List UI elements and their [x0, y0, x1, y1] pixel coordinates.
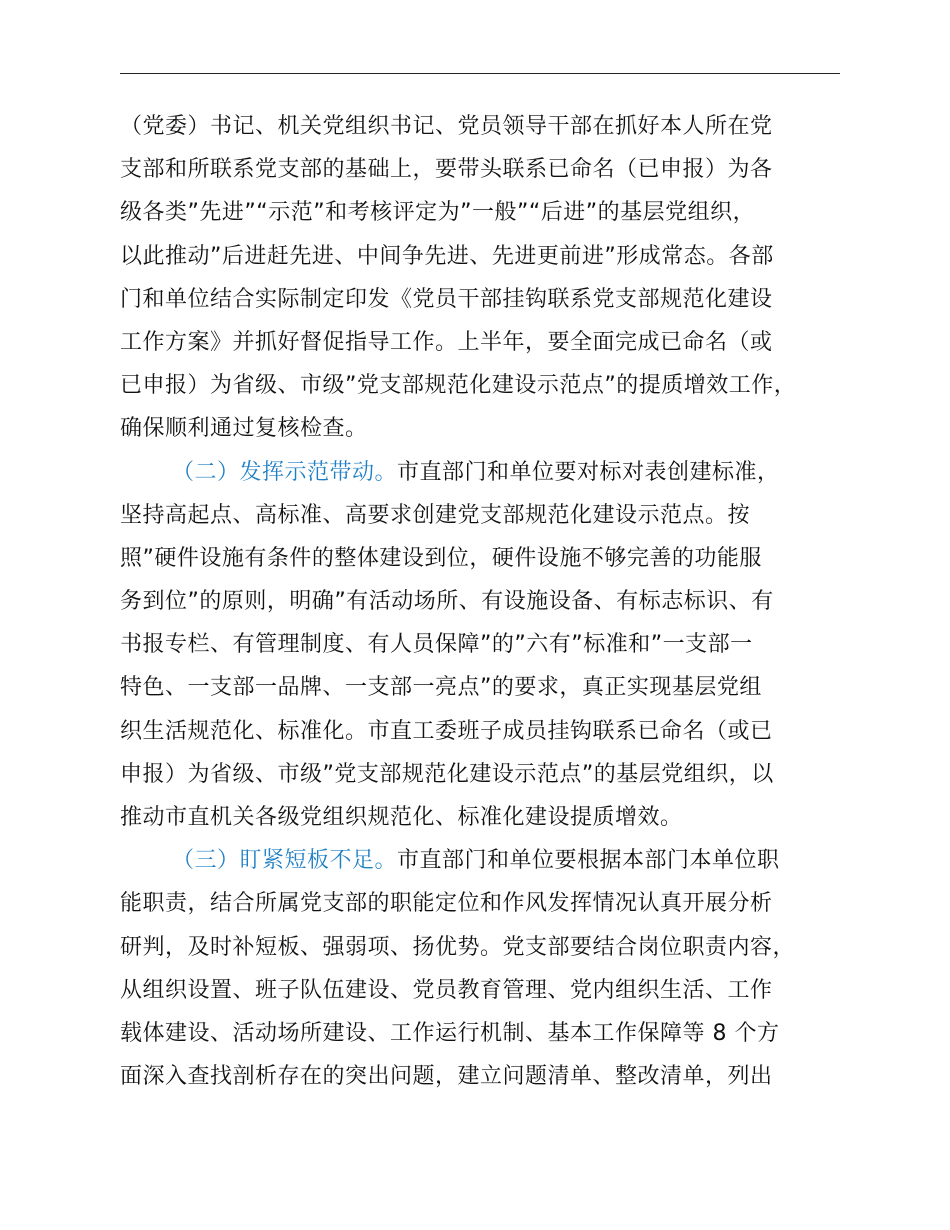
text-run: 市直部门和单位要对标对表创建标准，	[397, 459, 780, 485]
text-line: 以此推动”后进赶先进、中间争先进、先进更前进”形成常态。各部	[120, 243, 774, 269]
text-line: 书报专栏、有管理制度、有人员保障”的”六有”标准和”一支部一	[120, 632, 753, 658]
text-line: 能职责，结合所属党支部的职能定位和作风发挥情况认真开展分析	[120, 891, 773, 917]
section-heading: （二）发挥示范带动。	[172, 459, 398, 485]
text-line: 工作方案》并抓好督促指导工作。上半年，要全面完成已命名（或	[120, 329, 773, 355]
text-line: 面深入查找剖析存在的突出问题，建立问题清单、整改清单，列出	[120, 1064, 773, 1090]
text-line: 研判，及时补短板、强弱项、扬优势。党支部要结合岗位职责内容，	[120, 934, 796, 960]
text-line: 照”硬件设施有条件的整体建设到位，硬件设施不够完善的功能服	[120, 545, 762, 571]
text-line: 载体建设、活动场所建设、工作运行机制、基本工作保障等 8 个方	[120, 1020, 780, 1046]
text-line: 申报）为省级、市级”党支部规范化建设示范点”的基层党组织，以	[120, 761, 774, 787]
text-line: 推动市直机关各级党组织规范化、标准化建设提质增效。	[120, 805, 683, 830]
text-line: 门和单位结合实际制定印发《党员干部挂钩联系党支部规范化建设	[120, 286, 773, 312]
text-line: 级各类”先进”“示范”和考核评定为”一般”“后进”的基层党组织，	[120, 200, 756, 226]
text-line: 坚持高起点、高标准、高要求创建党支部规范化建设示范点。按	[120, 502, 751, 528]
section-heading: （三）盯紧短板不足。	[172, 848, 398, 874]
text-line: 确保顺利通过复核检查。	[120, 416, 368, 442]
text-run: 市直部门和单位要根据本部门本单位职	[397, 848, 780, 874]
document-body	[120, 105, 850, 1098]
text-line: （党委）书记、机关党组织书记、党员领导干部在抓好本人所在党	[120, 114, 773, 139]
paragraph-first-line	[120, 451, 850, 494]
paragraph-3	[120, 839, 850, 1098]
text-line: 支部和所联系党支部的基础上，要带头联系已命名（已申报）为各	[120, 157, 773, 183]
text-line: 务到位”的原则，明确”有活动场所、有设施设备、有标志标识、有	[120, 589, 774, 615]
paragraph-1	[120, 105, 850, 451]
paragraph-2	[120, 451, 850, 840]
text-line: 织生活规范化、标准化。市直工委班子成员挂钩联系已命名（或已	[120, 718, 773, 744]
text-line: 已申报）为省级、市级”党支部规范化建设示范点”的提质增效工作，	[120, 373, 797, 399]
text-line: 特色、一支部一品牌、一支部一亮点”的要求，真正实现基层党组	[120, 675, 762, 701]
paragraph-first-line	[120, 839, 850, 882]
text-line: 从组织设置、班子队伍建设、党员教育管理、党内组织生活、工作	[120, 977, 773, 1003]
header-rule	[120, 73, 840, 74]
